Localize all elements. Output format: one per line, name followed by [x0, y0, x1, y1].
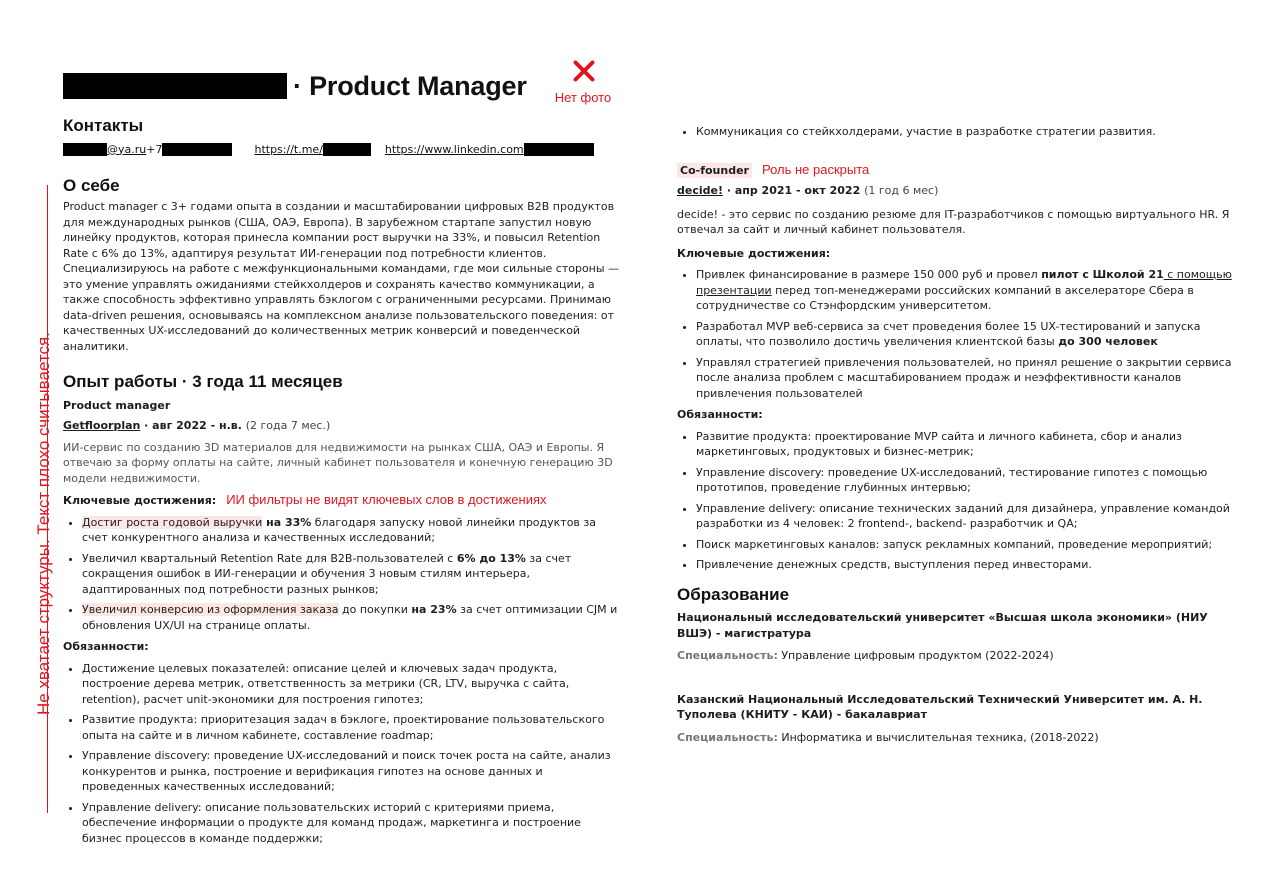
list-item-text: благодаря запуску новой линейки продуктов за счет конкурентного анализа и качественных исследований;: [82, 515, 597, 544]
redacted-phone: [162, 143, 232, 156]
job1-company[interactable]: Getfloorplan: [63, 419, 141, 432]
right-column: [677, 124, 1237, 745]
job1-description: ИИ-сервис по созданию 3D материалов для недвижимости на рынках США, ОАЭ и Европы. Я отвечаю за форму оплаты на сайте, личный кабинет пользователя и конечную генерацию 3D модели недвижимости.: [63, 440, 613, 485]
redacted-email-user: [63, 143, 107, 156]
job1-duties-continued: [677, 124, 1237, 140]
phone-prefix: +7: [146, 142, 163, 156]
list-item: [82, 602, 623, 633]
list-item: • Привлечение денежных средств, выступления перед инвесторами.: [696, 557, 1237, 573]
education-item-title: Национальный исследовательский университет «Высшая школа экономики» (НИУ ВШЭ) - магистратура: [677, 611, 1208, 640]
spec-label: Специальность:: [677, 730, 778, 744]
job1-duties-list: [63, 661, 623, 847]
experience-heading: Опыт работы · 3 года 11 месяцев: [63, 372, 343, 391]
bold-metric: пилот с Школой 21: [1041, 268, 1164, 281]
redacted-telegram: [323, 143, 371, 156]
job1-duration: (2 года 7 мес.): [245, 419, 331, 432]
resume-title: [63, 66, 527, 106]
no-photo-annotation: [548, 55, 618, 106]
list-item-text: за счет сокращения ошибок в ИИ-генерации и обучения 3 новым стилям интерьера, адаптированных под потребности разных рынков;: [82, 551, 572, 596]
list-item: [82, 515, 623, 546]
about-heading: О себе: [63, 175, 120, 195]
spec-label: Специальность:: [677, 649, 778, 662]
redacted-name: [63, 73, 287, 99]
presentation-link[interactable]: с помощью презентации: [696, 268, 1232, 297]
list-item: • Управлял стратегией привлечения пользователей, но принял решение о закрытии сервиса после анализа проблем с масштабированием продаж и неэффективности каналов привлечения пользователей: [696, 355, 1237, 402]
education-heading: Образование: [677, 584, 790, 604]
job2-duties-list: [677, 429, 1237, 573]
list-item: • Развитие продукта: проектирование MVP сайта и личного кабинета, сбор и анализ маркетинговых, продуктовых и бизнес-метрик;: [696, 429, 1237, 460]
job2-achievements-list: [677, 267, 1237, 401]
job1-meta: [63, 418, 623, 434]
list-item-text: Увеличил квартальный Retention Rate для B2B-пользователей с: [82, 551, 457, 565]
side-annotation: Не хватает структуры. Текст плохо считывается.: [34, 332, 53, 715]
list-item-text: за счет оптимизации CJM и обновления UX/UI на странице оплаты.: [82, 603, 618, 632]
left-column: [63, 118, 623, 851]
contacts-row: [63, 142, 623, 158]
list-item: • Управление discovery: проведение UX-исследований, тестирование гипотез с помощью прототипов, проведение глубинных интервью;: [696, 465, 1237, 496]
list-item: [696, 267, 1237, 314]
list-item-text: до покупки: [338, 603, 412, 616]
education-item-spec: [677, 648, 1237, 664]
list-item: • Развитие продукта: приоритезация задач в бэклоге, проектирование пользовательского опыта на сайте и в личном кабинете, составление roadmap;: [82, 712, 623, 743]
job2-company[interactable]: decide!: [677, 184, 723, 197]
list-item-text: перед топ-менеджерами российских компаний в акселераторе Сбера в сотрудничестве со Стэнфордским университетом.: [696, 283, 1194, 312]
no-photo-note: Нет фото: [554, 90, 612, 105]
experience-section: [63, 374, 623, 846]
job1-duties-heading: Обязанности:: [63, 640, 149, 653]
list-item: [82, 551, 623, 598]
education-section: [677, 584, 1237, 746]
job2-role-row: [677, 162, 1237, 179]
cross-icon: [548, 55, 618, 87]
redacted-linkedin: [524, 143, 594, 156]
linkedin-link[interactable]: https://www.linkedin.com: [384, 142, 524, 156]
bold-metric: 6% до 13%: [456, 551, 526, 565]
job2-duration: (1 год 6 мес): [864, 184, 939, 197]
job1-achievements-list: [63, 515, 623, 634]
job2-description: decide! - это сервис по созданию резюме для IT-разработчиков с помощью виртуального HR. Я отвечал за сайт и личный кабинет пользователя.: [677, 207, 1230, 236]
page-title: · Product Manager: [293, 70, 527, 101]
job1-role: Product manager: [63, 398, 171, 412]
bold-metric: на 33%: [262, 515, 312, 529]
job2-achievements-heading: Ключевые достижения:: [677, 246, 831, 260]
achievements-annotation: ИИ фильтры не видят ключевых слов в достижениях: [226, 492, 547, 507]
highlight: Увеличил конверсию из оформления заказа: [82, 603, 339, 616]
list-item: [696, 319, 1237, 350]
job1-achievements-header: [63, 492, 623, 509]
telegram-link[interactable]: https://t.me/: [254, 142, 323, 156]
about-text: Product manager с 3+ годами опыта в создании и масштабировании цифровых B2B продуктов для международных рынков (США, ОАЭ, Европа). В зарубежном стартапе запустил новую линейку продуктов, которая принесла компании рост выручки на 33%, и повысил Retention Rate с 6% до 13%, адаптируя результат ИИ-генерации под потребности клиентов. Специализируюсь на работе с межфункциональными командами, где мои сильные стороны — это умение управлять ожиданиями стейкхолдеров и сохранять качество коммуникации, а также способность эффективно управлять бэклогом с ограниченными ресурсами. Принимаю data-driven решения, основываясь на комплексном анализе пользовательского поведения: от качественных UX-исследований до количественных метрик конверсий и поведенческой аналитики.: [63, 200, 620, 353]
contacts-heading: Контакты: [63, 116, 144, 135]
about-section: [63, 175, 623, 355]
job1-dates: · авг 2022 - н.в.: [140, 419, 246, 432]
spec-value: Управление цифровым продуктом (2022-2024): [777, 649, 1054, 662]
list-item: • Управление discovery: проведение UX-исследований и поиск точек роста на сайте, анализ конкурентов и рынка, построение и верификация гипотез на основе данных и проведенных качественных исследований;: [82, 748, 623, 795]
role-annotation: Роль не раскрыта: [761, 161, 870, 177]
job2-meta: [677, 183, 1237, 199]
spec-value: Информатика и вычислительная техника, (2018-2022): [777, 730, 1099, 744]
email-link[interactable]: @ya.ru: [107, 142, 147, 156]
bold-metric: на 23%: [411, 603, 457, 616]
job1-achievements-heading: Ключевые достижения:: [63, 494, 217, 507]
list-item: • Управление delivery: описание пользовательских историй с критериями приема, обеспечение информации о продукте для команд продаж, маркетинга и построение бизнес процессов в команде поддержки;: [82, 800, 623, 847]
list-item: • Коммуникация со стейкхолдерами, участие в разработке стратегии развития.: [696, 124, 1237, 140]
highlight: Достиг роста годовой выручки: [82, 515, 263, 529]
list-item-text: Привлек финансирование в размере 150 000 руб и провел: [696, 268, 1042, 281]
job2-role: Co-founder: [677, 163, 752, 179]
education-item-title: Казанский Национальный Исследовательский Технический Университет им. А. Н. Туполева (КНИТУ - КАИ) - бакалавриат: [677, 692, 1203, 721]
education-item-spec: [677, 730, 1237, 746]
list-item: • Достижение целевых показателей: описание целей и ключевых задач продукта, построение дерева метрик, ответственность за метрики (CR, LTV, выручка с сайта, retention), расчет unit-экономики для построения гипотез;: [82, 661, 623, 708]
list-item: • Управление delivery: описание технических заданий для дизайнера, управление командой разработки из 4 человек: 2 frontend-, backend- разработчик и QA;: [696, 501, 1237, 532]
list-item: • Поиск маркетинговых каналов: запуск рекламных компаний, проведение мероприятий;: [696, 537, 1237, 553]
job2-duties-heading: Обязанности:: [677, 408, 763, 421]
job2-dates: · апр 2021 - окт 2022: [722, 184, 865, 197]
bold-metric: до 300 человек: [1058, 335, 1158, 348]
list-item-text: Разработал MVP веб-сервиса за счет проведения более 15 UX-тестирований и запуска оплаты, что позволило достичь увеличения клиентской базы: [696, 319, 1201, 348]
